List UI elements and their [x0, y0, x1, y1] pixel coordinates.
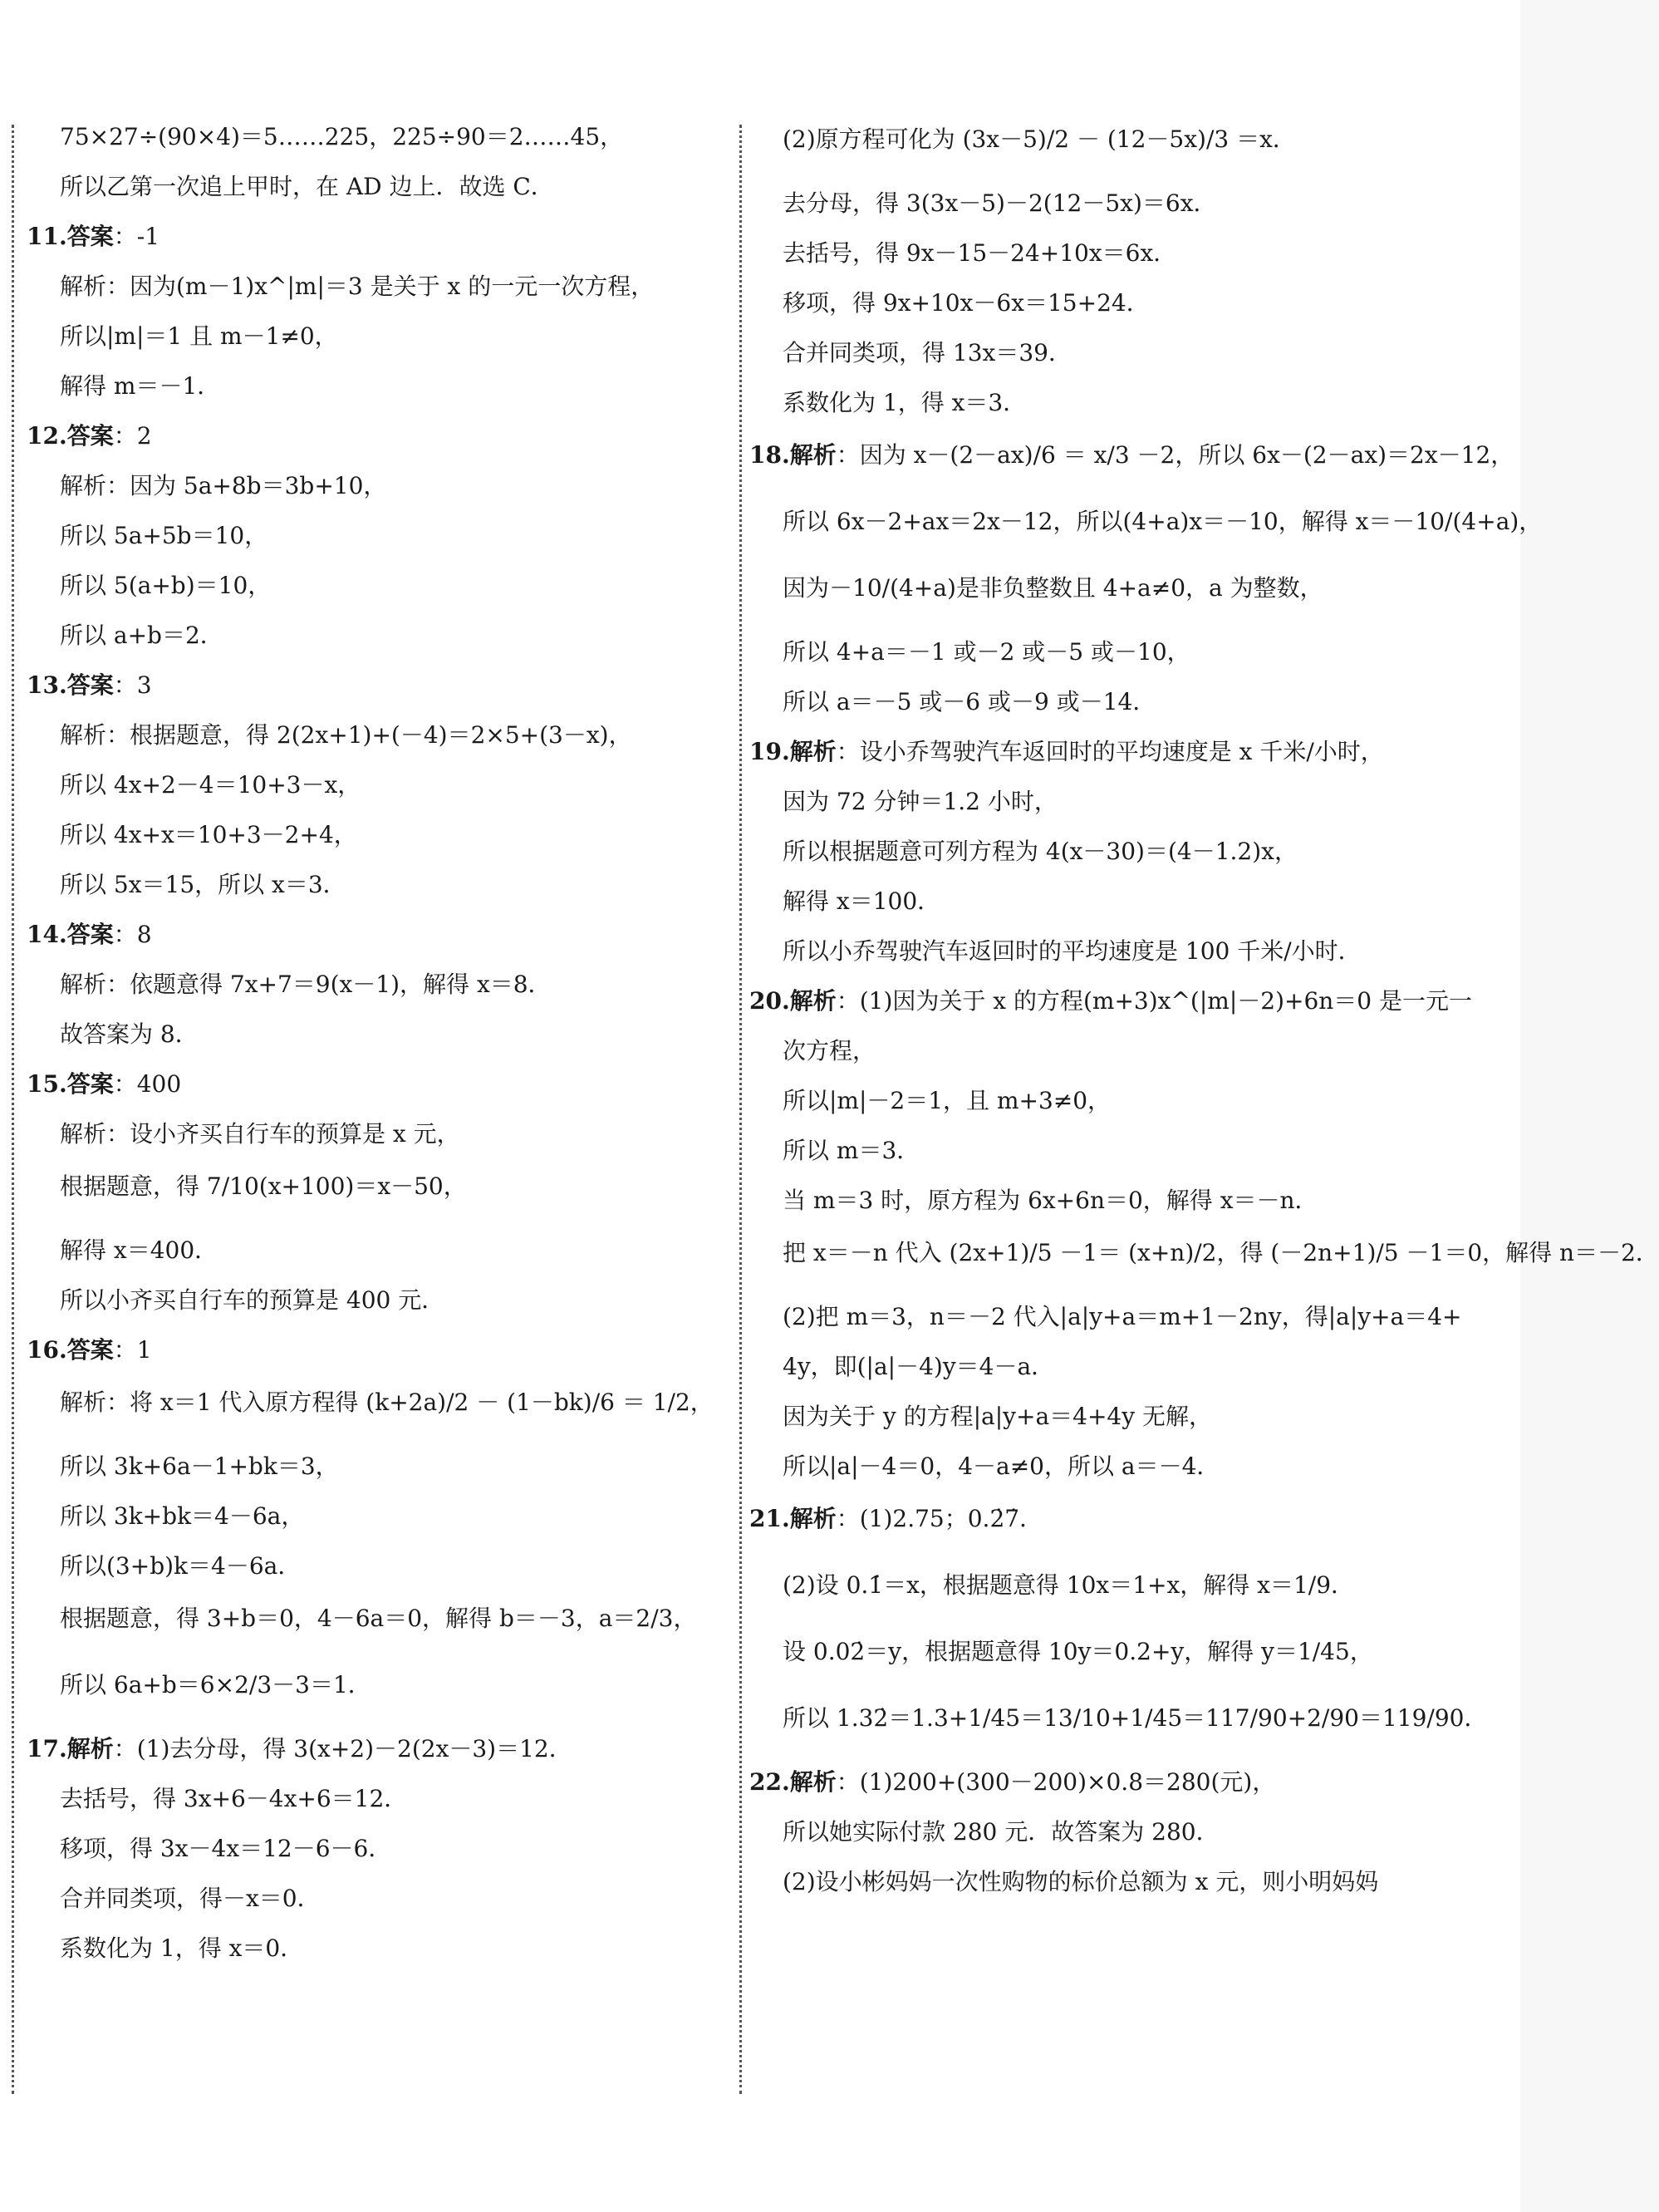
- solution-line: (2)原方程可化为 (3x－5)/2 － (12－5x)/3 ＝x．: [783, 125, 1296, 153]
- question-number: 11: [27, 223, 59, 250]
- solution-line: 当 m＝3 时，原方程为 6x+6n＝0，解得 x＝－n．: [783, 1187, 1318, 1214]
- question-number-dot: .: [58, 1336, 67, 1364]
- solution-line: 所以 4x+x＝10+3－2+4，: [60, 821, 357, 848]
- solution-line: 解析：根据题意，得 2(2x+1)+(－4)＝2×5+(3－x)，: [60, 721, 632, 749]
- solution-line: 所以 m＝3．: [783, 1137, 920, 1164]
- solution-line: (2)设 0.1̇＝x，根据题意得 10x＝1+x，解得 x＝1/9．: [783, 1571, 1355, 1599]
- question-label: 答案: [66, 422, 114, 450]
- question-text: ：(1)200+(300－200)×0.8＝280(元)，: [836, 1768, 1276, 1796]
- question-text: ：1: [113, 1336, 152, 1364]
- solution-line: 因为 72 分钟＝1.2 小时，: [783, 788, 1058, 815]
- question-number-dot: .: [58, 223, 67, 250]
- solution-line: 4y，即(|a|－4)y＝4－a．: [783, 1353, 1055, 1380]
- solution-line: 去括号，得 3x+6－4x+6＝12．: [60, 1785, 408, 1812]
- question-number: 12: [27, 422, 59, 450]
- question-label: 答案: [66, 1070, 114, 1098]
- question-19: [749, 735, 1480, 769]
- question-number: 13: [27, 671, 59, 699]
- question-number-dot: .: [58, 422, 67, 450]
- question-text: ：400: [113, 1070, 182, 1098]
- solution-line: 所以 5x＝15，所以 x＝3．: [60, 871, 346, 898]
- question-label: 解析: [789, 987, 837, 1015]
- right-column: [749, 120, 1659, 1915]
- solution-line: 去括号，得 9x－15－24+10x＝6x．: [783, 239, 1177, 267]
- question-number-dot: .: [781, 1505, 790, 1532]
- solution-line: 系数化为 1，得 x＝3．: [783, 389, 1027, 416]
- question-21: [749, 1500, 1480, 1538]
- solution-line: 所以 5(a+b)＝10，: [60, 572, 272, 599]
- question-number-dot: .: [781, 1768, 790, 1796]
- question-18: [749, 436, 1514, 474]
- question-label: 解析: [789, 1768, 837, 1796]
- solution-line: 根据题意，得 7/10(x+100)＝x－50，: [60, 1172, 467, 1200]
- solution-line: 所以乙第一次追上甲时，在 AD 边上．故选 C．: [60, 173, 554, 200]
- left-margin-rule: [12, 125, 14, 2094]
- solution-line: 所以小乔驾驶汽车返回时的平均速度是 100 千米/小时．: [783, 937, 1362, 965]
- question-number: 15: [27, 1070, 59, 1098]
- solution-line: 故答案为 8．: [60, 1020, 199, 1048]
- question-text: ：设小乔驾驶汽车返回时的平均速度是 x 千米/小时，: [836, 738, 1384, 765]
- solution-line: 移项，得 3x－4x＝12－6－6．: [60, 1835, 392, 1862]
- question-text: ：3: [113, 671, 152, 699]
- solution-line: 合并同类项，得 13x＝39．: [783, 339, 1072, 366]
- solution-line: 所以 6a+b＝6×2/3－3＝1．: [60, 1671, 371, 1698]
- solution-line: 所以根据题意可列方程为 4(x－30)＝(4－1.2)x，: [783, 838, 1298, 865]
- solution-line: 合并同类项，得－x＝0．: [60, 1885, 321, 1912]
- solution-line: 解析：设小齐买自行车的预算是 x 元，: [60, 1120, 460, 1148]
- question-14: [27, 918, 724, 951]
- question-text: ：(1)因为关于 x 的方程(m+3)x^(|m|－2)+6n＝0 是一元一: [836, 987, 1473, 1015]
- question-number: 17: [27, 1735, 59, 1762]
- solution-line: 所以 5a+5b＝10，: [60, 522, 268, 549]
- solution-line: 所以|a|－4＝0，4－a≠0，所以 a＝－4．: [783, 1453, 1220, 1480]
- question-text: ：(1)去分母，得 3(x+2)－2(2x－3)＝12．: [113, 1735, 572, 1762]
- solution-line: 所以 4x+2－4＝10+3－x，: [60, 771, 361, 799]
- question-label: 解析: [66, 1735, 114, 1762]
- solution-line: 解得 m＝－1．: [60, 372, 221, 400]
- solution-line: 所以 3k+bk＝4－6a，: [60, 1502, 305, 1530]
- solution-line: 解析：因为 5a+8b＝3b+10，: [60, 472, 387, 499]
- solution-line: 因为－10/(4+a)是非负整数且 4+a≠0，a 为整数，: [783, 574, 1323, 602]
- solution-line: 所以 4+a＝－1 或－2 或－5 或－10，: [783, 638, 1190, 666]
- question-label: 解析: [789, 738, 837, 765]
- question-20: [749, 985, 1480, 1018]
- question-label: 解析: [789, 1505, 837, 1532]
- question-number: 22: [749, 1768, 782, 1796]
- solution-line: 解析：将 x＝1 代入原方程得 (k+2a)/2 － (1－bk)/6 ＝ 1/2，: [60, 1389, 714, 1416]
- question-number: 21: [749, 1505, 782, 1532]
- solution-line: 去分母，得 3(3x－5)－2(12－5x)＝6x．: [783, 189, 1217, 217]
- solution-line: (2)把 m＝3，n＝－2 代入|a|y+a＝m+1－2ny，得|a|y+a＝4+: [783, 1303, 1462, 1330]
- solution-line: 所以小齐买自行车的预算是 400 元．: [60, 1286, 445, 1314]
- question-number-dot: .: [781, 441, 790, 469]
- question-16: [27, 1334, 724, 1367]
- question-number: 20: [749, 987, 782, 1015]
- solution-line: 所以 6x－2+ax＝2x－12，所以(4+a)x＝－10，解得 x＝－10/(4+a)，: [783, 508, 1543, 535]
- solution-line: 解得 x＝400．: [60, 1236, 218, 1264]
- question-number: 14: [27, 921, 59, 948]
- solution-line: 所以(3+b)k＝4－6a．: [60, 1552, 302, 1580]
- question-12: [27, 420, 724, 453]
- solution-line: 移项，得 9x+10x－6x＝15+24．: [783, 289, 1150, 317]
- question-label: 答案: [66, 1336, 114, 1364]
- question-number-dot: .: [781, 987, 790, 1015]
- solution-line: 所以她实际付款 280 元．故答案为 280．: [783, 1818, 1220, 1846]
- question-number-dot: .: [58, 921, 67, 948]
- solution-line: 75×27÷(90×4)＝5……225，225÷90＝2……45，: [60, 123, 624, 150]
- solution-line: 所以|m|－2＝1，且 m+3≠0，: [783, 1087, 1112, 1114]
- question-text: ：因为 x－(2－ax)/6 ＝ x/3 －2，所以 6x－(2－ax)＝2x－12，: [836, 441, 1514, 469]
- question-15: [27, 1068, 724, 1101]
- question-13: [27, 669, 724, 702]
- solution-line: 所以 3k+6a－1+bk＝3，: [60, 1453, 339, 1480]
- solution-line: 系数化为 1，得 x＝0．: [60, 1934, 304, 1962]
- question-11: [27, 220, 724, 253]
- solution-line: 所以 a＝－5 或－6 或－9 或－14．: [783, 688, 1156, 715]
- question-number: 18: [749, 441, 782, 469]
- question-label: 答案: [66, 671, 114, 699]
- column-divider: [739, 125, 742, 2094]
- solution-line: (2)设小彬妈妈一次性购物的标价总额为 x 元，则小明妈妈: [783, 1868, 1379, 1895]
- solution-line: 解析：依题意得 7x+7＝9(x－1)，解得 x＝8．: [60, 971, 552, 998]
- solution-line: 因为关于 y 的方程|a|y+a＝4+4y 无解，: [783, 1403, 1212, 1430]
- question-text: ：2: [113, 422, 152, 450]
- solution-line: 所以 1.32̇＝1.3+1/45＝13/10+1/45＝117/90+2/90＝119/90．: [783, 1704, 1488, 1732]
- question-22: [749, 1766, 1480, 1799]
- left-column: [27, 120, 724, 1982]
- question-label: 答案: [66, 223, 114, 250]
- solution-line: 所以|m|＝1 且 m－1≠0，: [60, 322, 338, 350]
- solution-line: 解析：因为(m－1)x^|m|＝3 是关于 x 的一元一次方程，: [60, 273, 655, 300]
- question-17: [27, 1733, 724, 1766]
- solution-line: 次方程，: [783, 1037, 876, 1064]
- question-number-dot: .: [58, 1070, 67, 1098]
- question-number-dot: .: [58, 671, 67, 699]
- question-label: 答案: [66, 921, 114, 948]
- question-text: ：8: [113, 921, 152, 948]
- question-number-dot: .: [58, 1735, 67, 1762]
- solution-line: 解得 x＝100．: [783, 887, 941, 915]
- question-text: ：-1: [113, 223, 160, 250]
- solution-line: 把 x＝－n 代入 (2x+1)/5 －1＝ (x+n)/2，得 (－2n+1)/5 －1＝0，解得 n＝－2．: [783, 1239, 1659, 1266]
- solution-line: 设 0.02̇＝y，根据题意得 10y＝0.2+y，解得 y＝1/45，: [783, 1638, 1373, 1665]
- question-number-dot: .: [781, 738, 790, 765]
- question-text: ：(1)2.75；0.2̇7̇．: [836, 1505, 1043, 1532]
- solution-line: 所以 a+b＝2．: [60, 622, 223, 649]
- question-number: 19: [749, 738, 782, 765]
- question-label: 解析: [789, 441, 837, 469]
- question-number: 16: [27, 1336, 59, 1364]
- solution-line: 根据题意，得 3+b＝0，4－6a＝0，解得 b＝－3，a＝2/3，: [60, 1605, 697, 1632]
